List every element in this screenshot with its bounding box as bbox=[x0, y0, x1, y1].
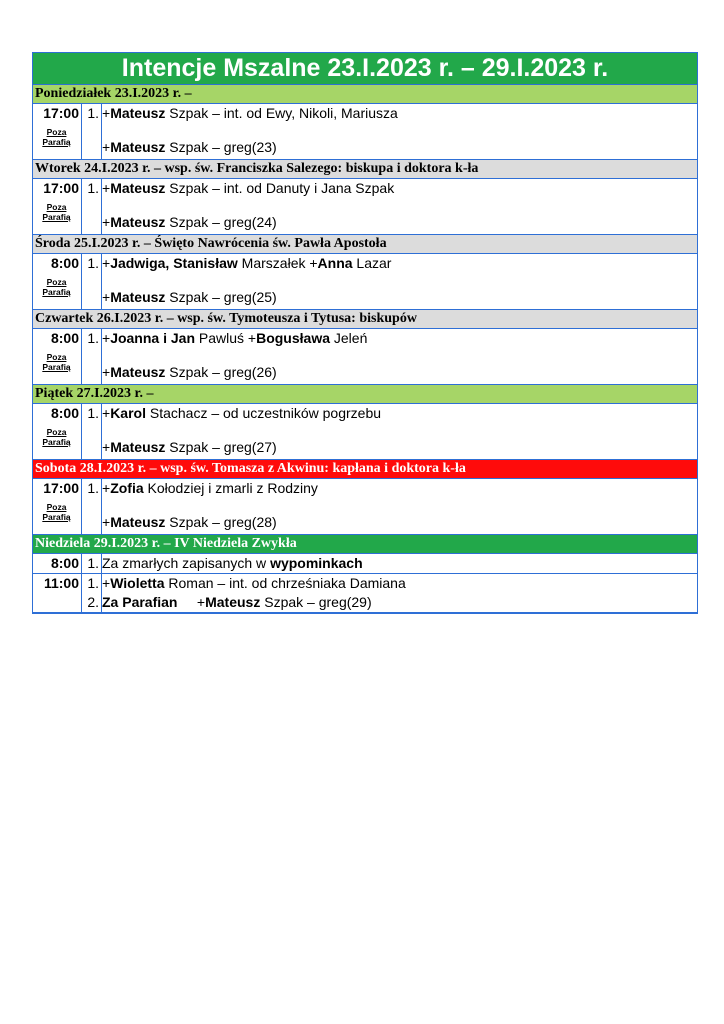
intention-text: + bbox=[102, 405, 111, 421]
intention-number: 1. bbox=[87, 255, 99, 271]
intention-text: + bbox=[102, 330, 111, 346]
intention-text: + bbox=[102, 105, 111, 121]
intention-line bbox=[102, 574, 697, 593]
page-title: Intencje Mszalne 23.I.2023 r. – 29.I.2023 r. bbox=[33, 53, 697, 85]
intention-line bbox=[102, 479, 697, 498]
intention-text: Szpak – greg(28) bbox=[165, 514, 277, 530]
intention-text: Marszałek + bbox=[237, 255, 318, 271]
intention-text: + bbox=[102, 214, 111, 230]
intention-text: Kołodziej i zmarli z Rodziny bbox=[143, 480, 318, 496]
poza-line: Poza bbox=[46, 427, 67, 437]
mass-block bbox=[33, 329, 697, 385]
number-cell bbox=[82, 554, 102, 573]
name-text: wypominkach bbox=[270, 555, 363, 571]
intention-text: Szpak – int. od Danuty i Jana Szpak bbox=[165, 180, 395, 196]
intentions-table bbox=[32, 52, 698, 614]
intention-text: Lazar bbox=[352, 255, 392, 271]
intention-text: + bbox=[102, 364, 111, 380]
mass-time: 17:00 bbox=[43, 480, 79, 496]
number-cell bbox=[82, 104, 102, 159]
number-cell bbox=[82, 329, 102, 384]
poza-line: Parafią bbox=[42, 212, 71, 222]
mass-block bbox=[33, 404, 697, 460]
intention-line bbox=[102, 554, 697, 573]
number-cell bbox=[82, 479, 102, 534]
intention-number: 1. bbox=[87, 575, 99, 591]
outside-parish-note bbox=[33, 127, 80, 147]
intention-cell bbox=[102, 479, 697, 534]
days-container bbox=[33, 85, 697, 535]
time-cell bbox=[33, 404, 82, 459]
intention-text: Za zmarłych zapisanych w bbox=[102, 555, 271, 571]
mass-time: 8:00 bbox=[50, 405, 79, 421]
outside-parish-note bbox=[33, 277, 80, 297]
intention-text: Roman – int. od chrześniaka Damiana bbox=[164, 575, 406, 591]
mass-time: 11:00 bbox=[43, 575, 79, 591]
name-text: Zofia bbox=[110, 480, 144, 496]
name-text: Mateusz bbox=[110, 139, 166, 155]
mass-time: 8:00 bbox=[50, 555, 79, 571]
name-text: Bogusława bbox=[256, 330, 330, 346]
mass-block bbox=[33, 254, 697, 310]
mass-time: 17:00 bbox=[43, 105, 79, 121]
name-text: Jadwiga, Stanisław bbox=[110, 255, 238, 271]
intention-number: 1. bbox=[87, 180, 99, 196]
outside-parish-note bbox=[33, 202, 80, 222]
time-cell bbox=[33, 329, 82, 384]
day-header: Sobota 28.I.2023 r. – wsp. św. Tomasza z Akwinu: kapłana i doktora k-ła bbox=[33, 460, 697, 479]
intention-text: + bbox=[102, 180, 111, 196]
name-text: Mateusz bbox=[205, 594, 261, 610]
intention-cell bbox=[102, 179, 697, 234]
name-text: Anna bbox=[317, 255, 353, 271]
intention-line bbox=[102, 179, 697, 198]
mass-block bbox=[33, 574, 697, 613]
intention-text: + bbox=[102, 255, 111, 271]
intention-cell bbox=[102, 574, 697, 612]
intention-text: + bbox=[102, 139, 111, 155]
intention-line-gregorian bbox=[102, 438, 697, 457]
intention-line-gregorian bbox=[102, 363, 697, 382]
intention-line bbox=[102, 593, 697, 612]
mass-time: 8:00 bbox=[50, 255, 79, 271]
poza-line: Parafią bbox=[42, 362, 71, 372]
intention-cell bbox=[102, 554, 697, 573]
intention-cell bbox=[102, 404, 697, 459]
name-text: Mateusz bbox=[110, 439, 166, 455]
poza-line: Poza bbox=[46, 202, 67, 212]
poza-line: Parafią bbox=[42, 437, 71, 447]
day-header: Wtorek 24.I.2023 r. – wsp. św. Franciszka Salezego: biskupa i doktora k-ła bbox=[33, 160, 697, 179]
intention-line bbox=[102, 254, 697, 273]
intention-line-gregorian bbox=[102, 138, 697, 157]
mass-block bbox=[33, 479, 697, 535]
name-text: Mateusz bbox=[110, 514, 166, 530]
day-header: Niedziela 29.I.2023 r. – IV Niedziela Zwykła bbox=[33, 535, 697, 554]
time-cell bbox=[33, 479, 82, 534]
intention-text: Szpak – greg(29) bbox=[260, 594, 372, 610]
time-cell bbox=[33, 179, 82, 234]
number-cell bbox=[82, 404, 102, 459]
intention-text: Stachacz – od uczestników pogrzebu bbox=[145, 405, 382, 421]
name-text: Joanna i Jan bbox=[110, 330, 195, 346]
intention-text: + bbox=[102, 480, 111, 496]
number-cell bbox=[82, 179, 102, 234]
intention-number: 1. bbox=[87, 330, 99, 346]
intention-text: Szpak – greg(23) bbox=[165, 139, 277, 155]
poza-line: Parafią bbox=[42, 137, 71, 147]
name-text: Mateusz bbox=[110, 289, 166, 305]
time-cell bbox=[33, 104, 82, 159]
intention-text: Pawluś + bbox=[195, 330, 257, 346]
poza-line: Poza bbox=[46, 352, 67, 362]
intention-cell bbox=[102, 104, 697, 159]
day-header: Poniedziałek 23.I.2023 r. – bbox=[33, 85, 697, 104]
poza-line: Poza bbox=[46, 277, 67, 287]
intention-text: Szpak – int. od Ewy, Nikoli, Mariusza bbox=[165, 105, 398, 121]
name-text: Mateusz bbox=[110, 214, 166, 230]
poza-line: Poza bbox=[46, 502, 67, 512]
intention-cell bbox=[102, 254, 697, 309]
intention-number: 1. bbox=[87, 105, 99, 121]
name-text: Za Parafian bbox=[102, 594, 178, 610]
poza-line: Poza bbox=[46, 127, 67, 137]
sunday-section bbox=[33, 535, 697, 613]
day-header: Środa 25.I.2023 r. – Święto Nawrócenia św. Pawła Apostoła bbox=[33, 235, 697, 254]
name-text: Karol bbox=[110, 405, 146, 421]
outside-parish-note bbox=[33, 352, 80, 372]
intention-text: Jeleń bbox=[330, 330, 368, 346]
name-text: Mateusz bbox=[110, 180, 166, 196]
number-cell bbox=[82, 254, 102, 309]
intention-text: Szpak – greg(24) bbox=[165, 214, 277, 230]
mass-block bbox=[33, 104, 697, 160]
outside-parish-note bbox=[33, 502, 80, 522]
intention-line bbox=[102, 404, 697, 423]
intention-number: 1. bbox=[87, 405, 99, 421]
mass-block bbox=[33, 554, 697, 574]
intention-text: + bbox=[102, 289, 111, 305]
intention-line-gregorian bbox=[102, 213, 697, 232]
name-text: Mateusz bbox=[110, 105, 166, 121]
intention-number: 1. bbox=[87, 480, 99, 496]
intention-text: Szpak – greg(26) bbox=[165, 364, 277, 380]
poza-line: Parafią bbox=[42, 512, 71, 522]
time-cell bbox=[33, 254, 82, 309]
intention-text: + bbox=[102, 575, 111, 591]
intention-text: + bbox=[177, 594, 206, 610]
name-text: Wioletta bbox=[110, 575, 165, 591]
intention-number: 2. bbox=[87, 594, 99, 610]
intention-line-gregorian bbox=[102, 513, 697, 532]
mass-block bbox=[33, 179, 697, 235]
number-cell bbox=[82, 574, 102, 612]
mass-time: 8:00 bbox=[50, 330, 79, 346]
intention-text: + bbox=[102, 439, 111, 455]
day-header: Czwartek 26.I.2023 r. – wsp. św. Tymoteusza i Tytusa: biskupów bbox=[33, 310, 697, 329]
intention-cell bbox=[102, 329, 697, 384]
intention-line-gregorian bbox=[102, 288, 697, 307]
poza-line: Parafią bbox=[42, 287, 71, 297]
outside-parish-note bbox=[33, 427, 80, 447]
intention-number: 1. bbox=[87, 555, 99, 571]
intention-text: + bbox=[102, 514, 111, 530]
day-header: Piątek 27.I.2023 r. – bbox=[33, 385, 697, 404]
intention-text: Szpak – greg(25) bbox=[165, 289, 277, 305]
mass-time: 17:00 bbox=[43, 180, 79, 196]
intention-line bbox=[102, 104, 697, 123]
time-cell bbox=[33, 574, 82, 612]
time-cell bbox=[33, 554, 82, 573]
intention-line bbox=[102, 329, 697, 348]
name-text: Mateusz bbox=[110, 364, 166, 380]
intention-text: Szpak – greg(27) bbox=[165, 439, 277, 455]
